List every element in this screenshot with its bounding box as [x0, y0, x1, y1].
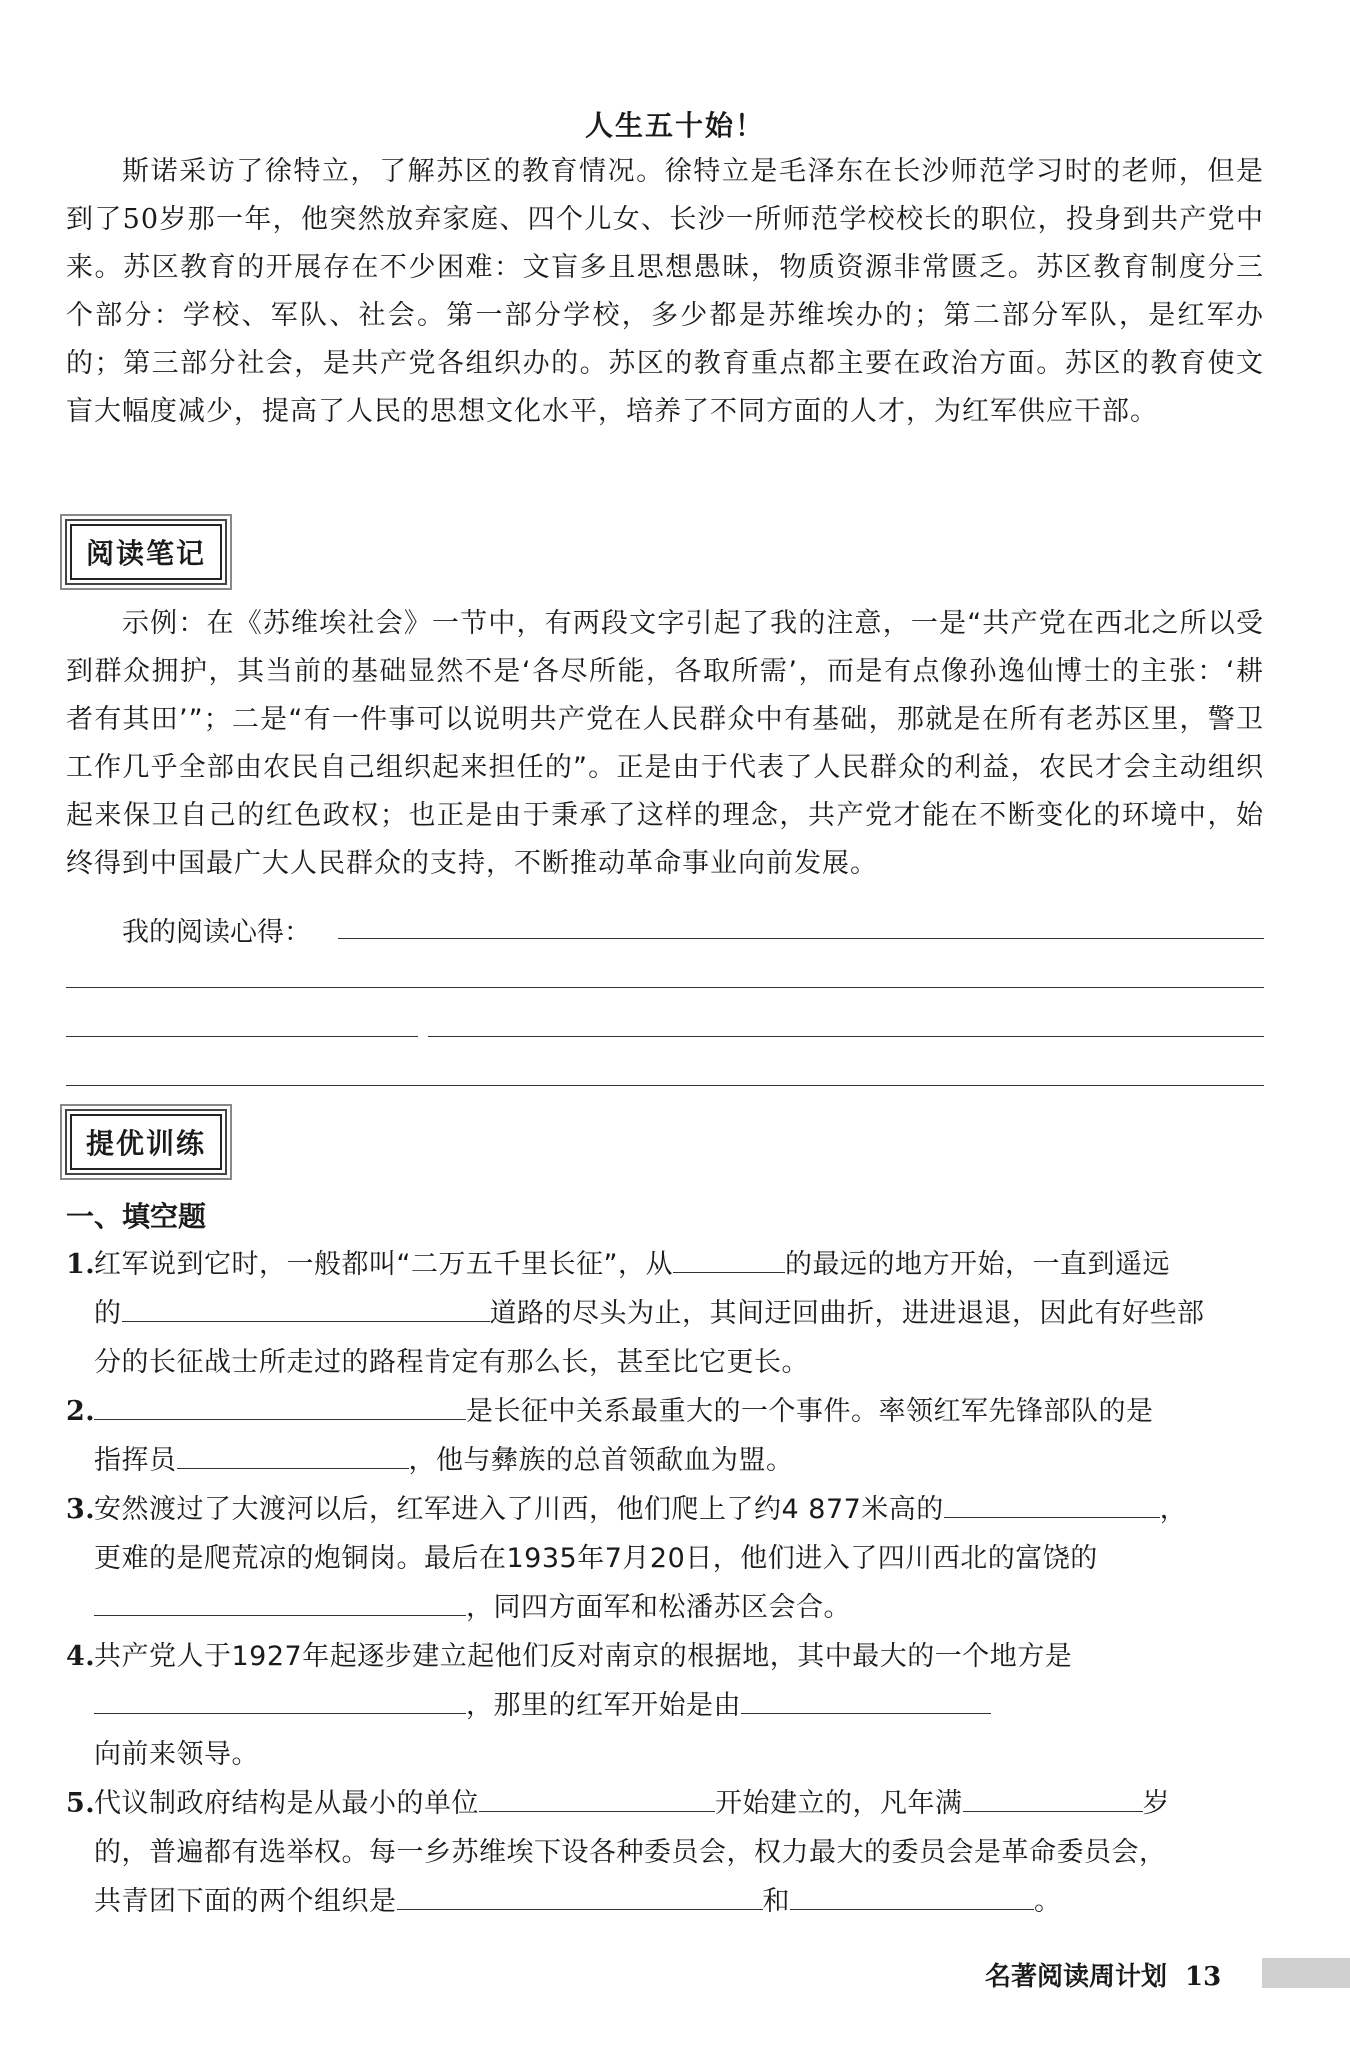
answer-blank[interactable]: [790, 1883, 1034, 1910]
answer-blank[interactable]: [94, 1589, 466, 1616]
question-text: 代议制政府结构是从最小的单位: [94, 1788, 479, 1819]
book-series-title: 名著阅读周计划: [985, 1962, 1168, 1992]
answer-blank[interactable]: [673, 1246, 785, 1273]
question-2: [66, 1387, 1266, 1485]
my-notes-label: 我的阅读心得：: [122, 917, 311, 948]
question-1: [66, 1240, 1266, 1387]
example-paragraph: 示例：在《苏维埃社会》一节中，有两段文字引起了我的注意，一是“共产党在西北之所以受到群众拥护，其当前的基础显然不是‘各尽所能，各取所需’，而是有点像孙逸仙博士的主张：‘耕者有其田’”；二是“有一件事可以说明共产党在人民群众中有基础，那就是在所有老苏区里，警卫工作几乎全部由农民自己组织起来担任的”。正是由于代表了人民群众的利益，农民才会主动组织起来保卫自己的红色政权；也正是由于秉承了这样的理念，共产党才能在不断变化的环境中，始终得到中国最广大人民群众的支持，不断推动革命事业向前发展。: [66, 608, 1264, 879]
answer-blank[interactable]: [94, 1687, 466, 1714]
answer-blank[interactable]: [94, 1393, 466, 1420]
notes-writing-line[interactable]: [66, 987, 1264, 988]
answer-blank[interactable]: [177, 1442, 409, 1469]
question-text: 的，普遍都有选举权。每一乡苏维埃下设各种委员会，权力最大的委员会是革命委员会，: [94, 1837, 1167, 1868]
question-number: 3.: [66, 1494, 96, 1525]
question-3: [66, 1485, 1266, 1632]
question-text: ，他与彝族的总首领歃血为盟。: [408, 1445, 794, 1476]
question-text: 红军说到它时，一般都叫“二万五千里长征”，从: [94, 1249, 673, 1280]
question-number: 1.: [66, 1249, 96, 1280]
notes-writing-line[interactable]: [66, 1036, 418, 1037]
answer-blank[interactable]: [122, 1295, 490, 1322]
notes-writing-line[interactable]: [428, 1036, 1264, 1037]
notes-writing-line[interactable]: [338, 938, 1264, 939]
footer-decoration: [1262, 1958, 1350, 1988]
question-text: 分的长征战士所走过的路程肯定有那么长，甚至比它更长。: [94, 1347, 809, 1378]
answer-blank[interactable]: [397, 1883, 763, 1910]
question-text: 安然渡过了大渡河以后，红军进入了川西，他们爬上了约4 877米高的: [94, 1494, 944, 1525]
question-text: 和: [762, 1886, 790, 1917]
question-5: [66, 1779, 1266, 1926]
story-paragraph: 斯诺采访了徐特立，了解苏区的教育情况。徐特立是毛泽东在长沙师范学习时的老师，但是到了50岁那一年，他突然放弃家庭、四个儿女、长沙一所师范学校校长的职位，投身到共产党中来。苏区教育的开展存在不少困难：文盲多且思想愚昧，物质资源非常匮乏。苏区教育制度分三个部分：学校、军队、社会。第一部分学校，多少都是苏维埃办的；第二部分军队，是红军办的；第三部分社会，是共产党各组织办的。苏区的教育重点都主要在政治方面。苏区的教育使文盲大幅度减少，提高了人民的思想文化水平，培养了不同方面的人才，为红军供应干部。: [66, 156, 1264, 427]
question-text: 开始建立的，凡年满: [715, 1788, 963, 1819]
question-number: 4.: [66, 1641, 96, 1672]
section-heading: 一、填空题: [66, 1200, 207, 1233]
question-text: ，那里的红军开始是由: [466, 1690, 741, 1721]
question-text: 的最远的地方开始，一直到遥远: [784, 1249, 1170, 1280]
question-text: 是长征中关系最重大的一个事件。率领红军先锋部队的是: [466, 1396, 1154, 1427]
question-text: 岁: [1142, 1788, 1170, 1819]
notes-writing-line[interactable]: [66, 1085, 1264, 1086]
question-text: 。: [1034, 1886, 1062, 1917]
question-text: 指挥员: [94, 1445, 177, 1476]
question-text: 更难的是爬荒凉的炮铜岗。最后在1935年7月20日，他们进入了四川西北的富饶的: [94, 1543, 1098, 1574]
story-title: 人生五十始！: [584, 109, 765, 142]
question-text: 道路的尽头为止，其间迂回曲折，进进退退，因此有好些部: [489, 1298, 1205, 1329]
training-badge: 提优训练: [70, 1114, 222, 1170]
question-text: 的: [94, 1298, 122, 1329]
answer-blank[interactable]: [479, 1785, 715, 1812]
question-text: ，同四方面军和松潘苏区会合。: [466, 1592, 851, 1623]
question-number: 2.: [66, 1396, 96, 1427]
question-text: 向前来领导。: [94, 1739, 259, 1770]
reading-notes-badge: 阅读笔记: [70, 524, 222, 580]
page-number: 13: [1185, 1962, 1222, 1992]
question-4: [66, 1632, 1266, 1779]
question-text: 共产党人于1927年起逐步建立起他们反对南京的根据地，其中最大的一个地方是: [94, 1641, 1073, 1672]
answer-blank[interactable]: [741, 1687, 991, 1714]
question-number: 5.: [66, 1788, 96, 1819]
question-text: 共青团下面的两个组织是: [94, 1886, 397, 1917]
answer-blank[interactable]: [944, 1491, 1160, 1518]
page-footer: [985, 1956, 1221, 1993]
answer-blank[interactable]: [963, 1785, 1143, 1812]
question-text: ，: [1159, 1494, 1188, 1525]
